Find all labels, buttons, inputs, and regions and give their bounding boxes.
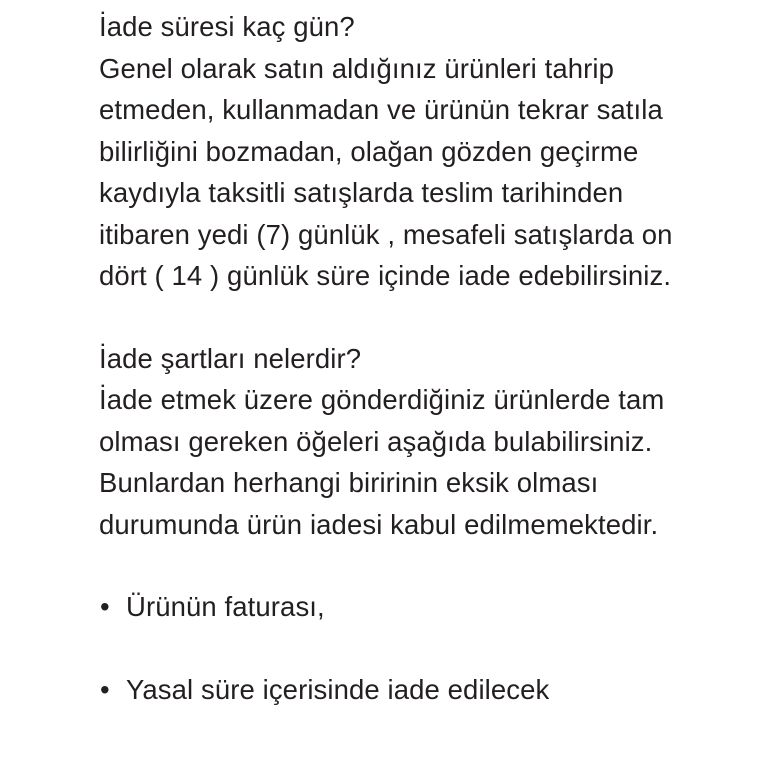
list-item-label: Yasal süre içerisinde iade edilecek — [126, 673, 550, 705]
section-paragraph-return-conditions: İade etmek üzere gönderdiğiniz ürünlerde tam olması gereken öğeleri aşağıda bulabilirsiniz. Bunlardan herhangi biririnin eksik olması durumunda ürün iadesi kabul edilmemektedir. — [99, 384, 665, 540]
paragraph-spacer — [99, 545, 699, 586]
list-item-label: Ürünün faturası, — [126, 591, 325, 622]
section-heading-return-period: İade süresi kaç gün? — [99, 11, 355, 42]
list-item — [99, 586, 699, 628]
bullet-dot-icon: • — [100, 591, 110, 622]
list-item — [99, 669, 699, 711]
document-content — [99, 0, 699, 751]
bullet-dot-icon: • — [100, 673, 110, 705]
paragraph-spacer — [99, 297, 699, 338]
section-paragraph-return-period: Genel olarak satın aldığınız ürünleri tahrip etmeden, kullanmadan ve ürünün tekrar satıla bilirliğini bozmadan, olağan gözden geçirme kaydıyla taksitli satışlarda teslim tarihinden itibaren yedi (7) günlük , mesafeli satışlarda on dört ( 14 ) günlük süre içinde iade edebilirsiniz. — [99, 52, 673, 291]
section-heading-return-conditions: İade şartları nelerdir? — [99, 342, 362, 374]
return-requirements-list — [99, 586, 699, 710]
